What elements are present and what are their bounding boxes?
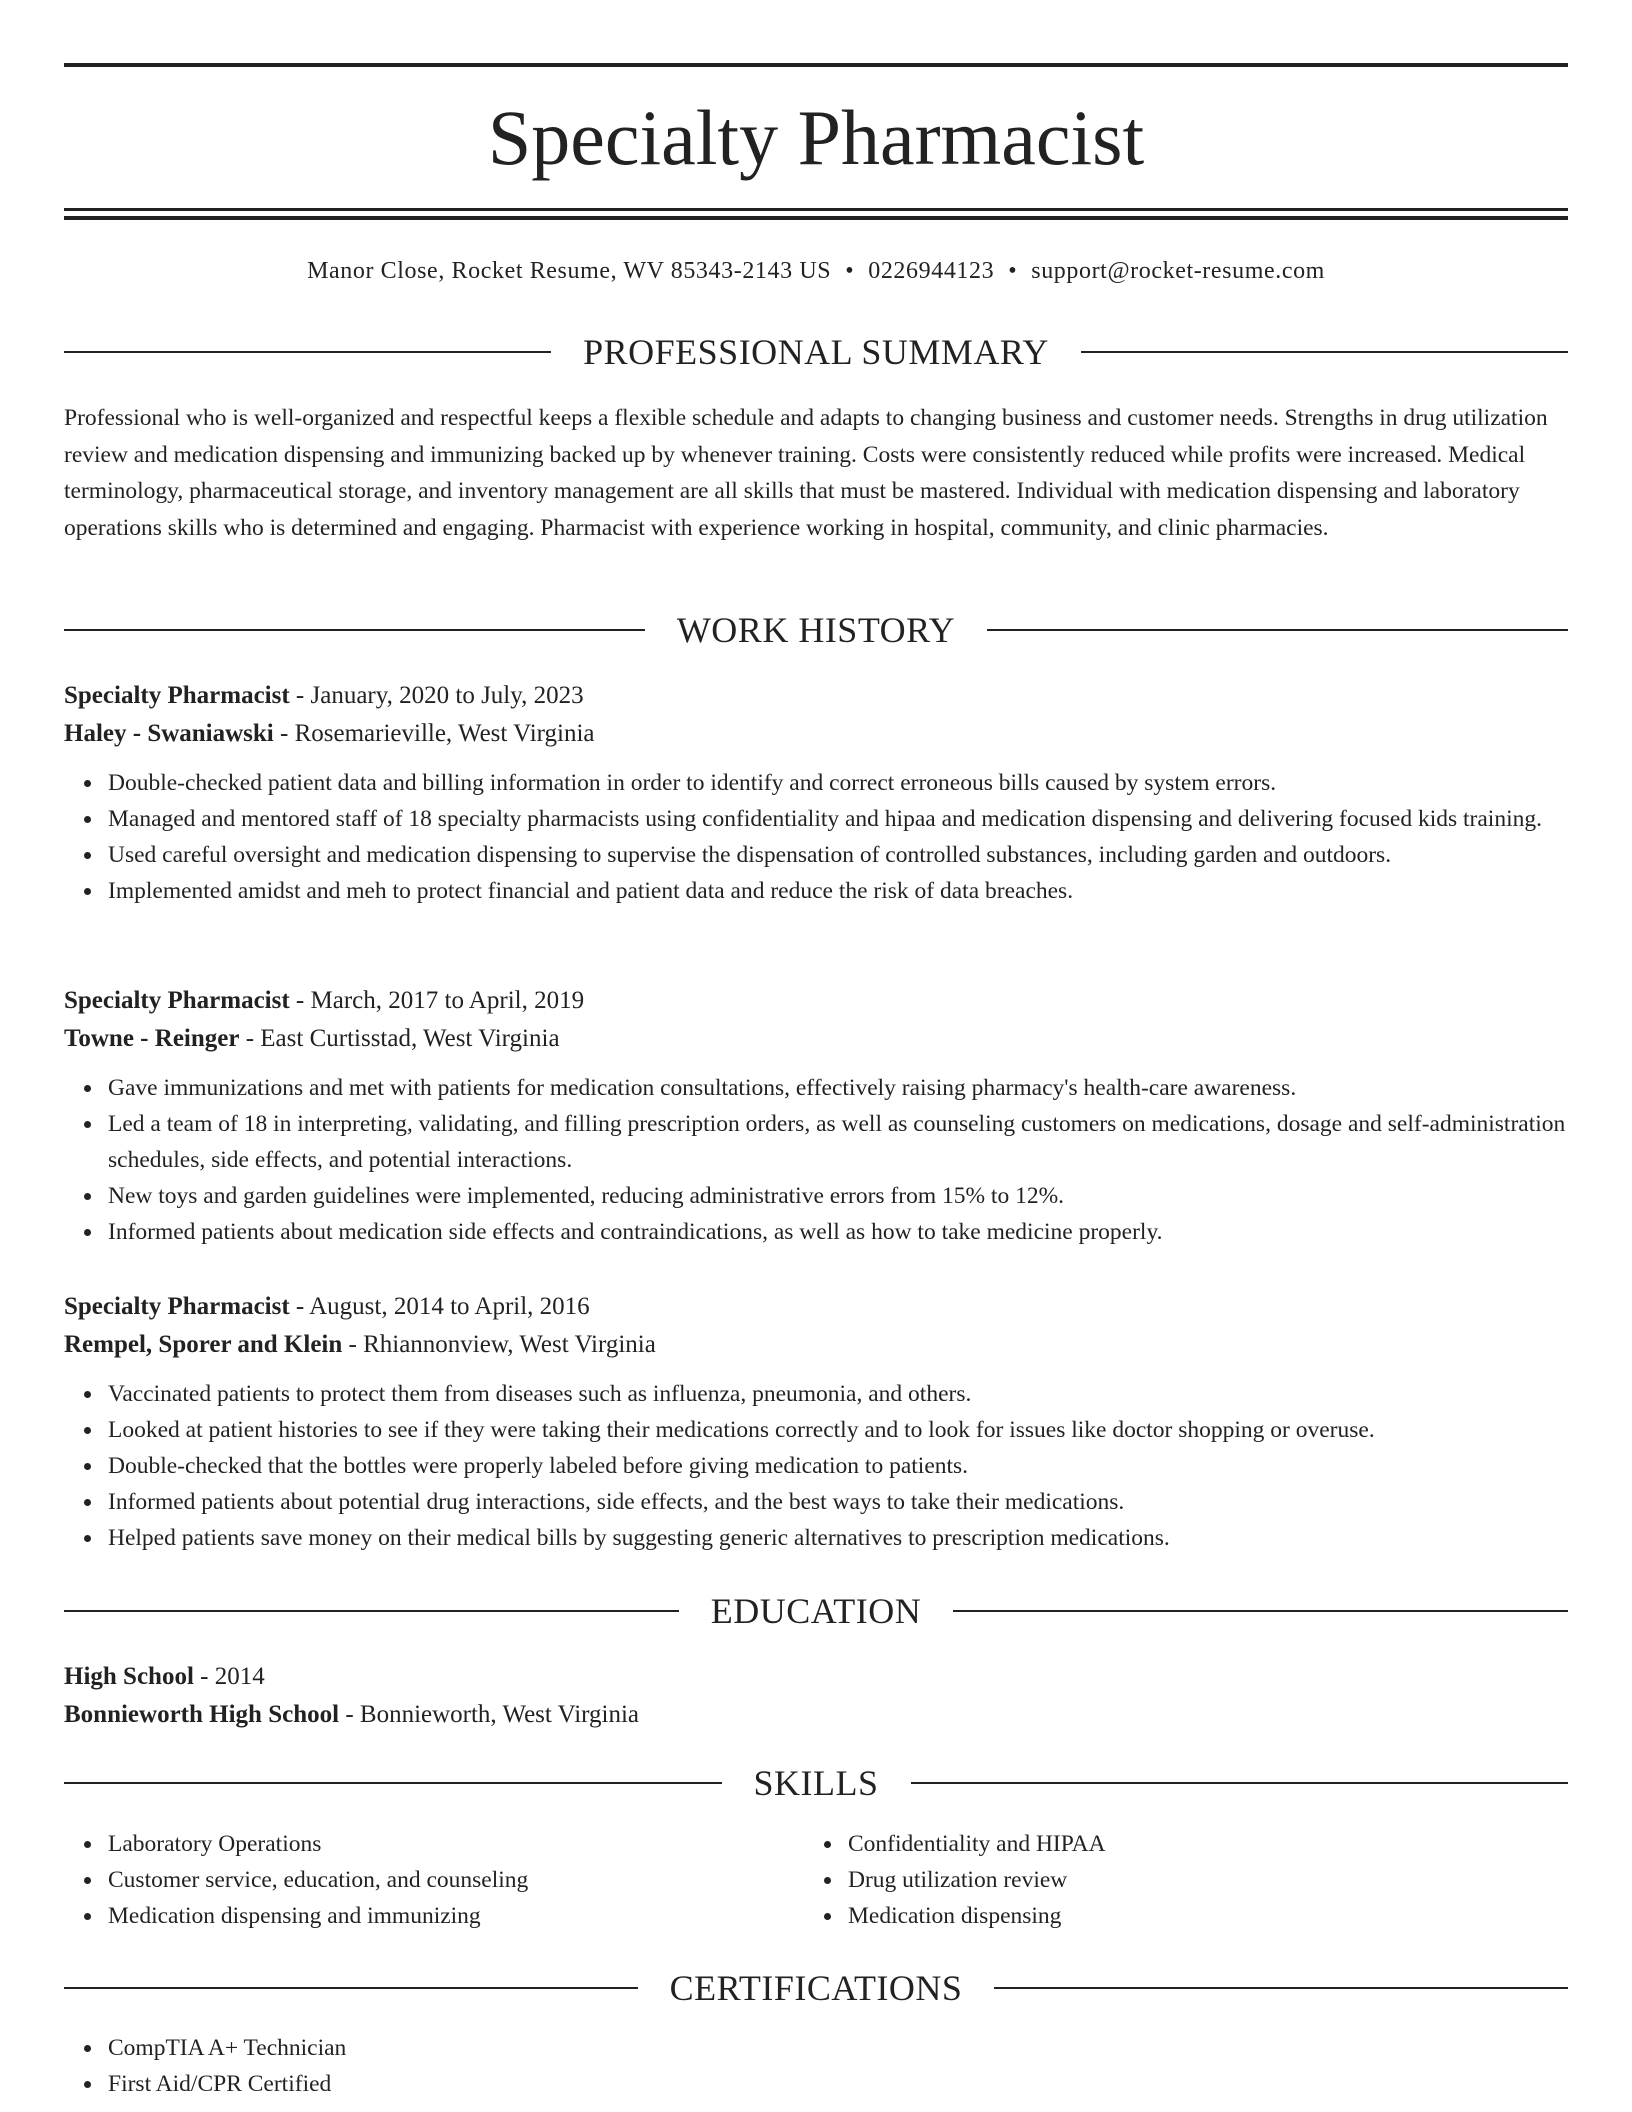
skills-heading [64,1761,1568,1805]
job-bullet-text: Gave immunizations and met with patients for medication consultations, effectively raising pharmacy's health-care awareness. [108,1075,1297,1101]
job-title-line [64,982,1568,1020]
job-company-line [64,1020,1568,1058]
job-company-line [64,715,1568,753]
summary-heading-title: PROFESSIONAL SUMMARY [583,332,1049,372]
skill-text: Drug utilization review [848,1867,1068,1893]
bullet-dot [84,1229,91,1236]
job-bullets [64,1070,1568,1250]
bullet-dot [84,1121,91,1128]
bullet-dot [824,1841,831,1848]
job-bullet [108,1376,1568,1412]
job-bullet [108,765,1568,801]
heading-rule [64,629,645,631]
header-rule-upper [64,208,1568,211]
job-bullet-text: Looked at patient histories to see if they were taking their medications correctly and to look for issues like doctor shopping or overuse. [108,1417,1375,1443]
job-company-line [64,1326,1568,1364]
job-bullet-text: Informed patients about medication side effects and contraindications, as well as how to take medicine properly. [108,1219,1163,1245]
job-bullet [108,1520,1568,1556]
skill-text: Laboratory Operations [108,1831,322,1857]
certifications-list [64,2030,1568,2102]
job-location: - Rosemarieville, West Virginia [273,720,595,747]
heading-rule [1081,351,1568,353]
job-bullet [108,1448,1568,1484]
certifications-heading-title: CERTIFICATIONS [669,1968,963,2008]
bullet-dot [824,1913,831,1920]
job-bullet [108,801,1568,837]
bullet-dot [84,1427,91,1434]
work-history-heading [64,608,1568,652]
heading-rule [64,1610,679,1612]
heading-rule [64,351,551,353]
bullet-dot [84,1193,91,1200]
skills-list [64,1826,1568,1934]
bullet-dot [84,2081,91,2088]
heading-rule [994,1987,1568,1989]
job-company: Towne - Reinger [64,1025,240,1052]
contact-separator: • [1008,258,1018,284]
header-rule-lower [64,216,1568,220]
bullet-dot [84,1391,91,1398]
education-school-line [64,1696,1568,1734]
bullet-dot [84,888,91,895]
job-title-line [64,1288,1568,1326]
job-title: Specialty Pharmacist [64,682,290,709]
job-bullet [108,873,1568,909]
skill-item [108,1826,808,1862]
job-bullet-text: Double-checked patient data and billing information in order to identify and correct erroneous bills caused by system errors. [108,770,1277,796]
skill-item [108,1898,808,1934]
skill-text: Customer service, education, and counseling [108,1867,529,1893]
bullet-dot [84,816,91,823]
top-rule [64,63,1568,67]
skills-column-left [64,1826,808,1934]
job-bullet [108,1412,1568,1448]
bullet-dot [84,1913,91,1920]
bullet-dot [84,2045,91,2052]
job-bullet [108,837,1568,873]
bullet-dot [84,852,91,859]
job-dates: - March, 2017 to April, 2019 [289,987,585,1014]
certification-item [108,2066,1568,2102]
heading-rule [953,1610,1568,1612]
job-bullet-text: Helped patients save money on their medical bills by suggesting generic alternatives to prescription medications. [108,1525,1170,1551]
job-entry [64,1288,1568,1556]
heading-rule [64,1782,722,1784]
bullet-dot [84,780,91,787]
job-title-line [64,677,1568,715]
education-heading [64,1589,1568,1633]
job-bullet [108,1178,1568,1214]
job-bullet-text: Double-checked that the bottles were properly labeled before giving medication to patients. [108,1453,969,1479]
heading-rule [987,629,1568,631]
job-bullet [108,1070,1568,1106]
job-bullet [108,1106,1568,1178]
bullet-dot [84,1499,91,1506]
bullet-dot [84,1085,91,1092]
job-company: Rempel, Sporer and Klein [64,1331,343,1358]
skill-text: Medication dispensing [848,1903,1062,1929]
bullet-dot [824,1877,831,1884]
contact-address: Manor Close, Rocket Resume, WV 85343-2143 US [307,258,832,284]
skill-item [108,1862,808,1898]
job-company: Haley - Swaniawski [64,720,274,747]
bullet-dot [84,1463,91,1470]
job-title: Specialty Pharmacist [64,987,290,1014]
job-dates: - August, 2014 to April, 2016 [289,1293,590,1320]
education-year: - 2014 [193,1663,265,1690]
education-degree: High School [64,1663,194,1690]
bullet-dot [84,1877,91,1884]
heading-rule [64,1987,638,1989]
job-bullet-text: Used careful oversight and medication dispensing to supervise the dispensation of controlled substances, including garden and outdoors. [108,842,1392,868]
certification-text: First Aid/CPR Certified [108,2071,332,2097]
certifications-bullets [64,2030,1568,2102]
skill-text: Confidentiality and HIPAA [848,1831,1106,1857]
education-entry [64,1658,1568,1734]
heading-rule [911,1782,1569,1784]
job-bullet-text: Managed and mentored staff of 18 specialty pharmacists using confidentiality and hipaa and medication dispensing and delivering focused kids training. [108,806,1542,832]
bullet-dot [84,1535,91,1542]
education-heading-title: EDUCATION [710,1591,922,1631]
job-dates: - January, 2020 to July, 2023 [289,682,584,709]
job-bullets [64,1376,1568,1556]
bullet-dot [84,1841,91,1848]
summary-text: Professional who is well-organized and respectful keeps a flexible schedule and adapts to changing business and customer needs. Strengths in drug utilization review and medication dispensing and immunizing backed up by whenever training. Costs were consistently reduced while profits were increased. Medical terminology, pharmaceutical storage, and inventory management are all skills that must be mastered. Individual with medication dispensing and laboratory operations skills who is determined and engaging. Pharmacist with experience working in hospital, community, and clinic pharmacies. [64,405,1548,541]
skill-text: Medication dispensing and immunizing [108,1903,481,1929]
certification-text: CompTIA A+ Technician [108,2035,347,2061]
job-bullet-text: Led a team of 18 in interpreting, validating, and filling prescription orders, as well as counseling customers on medications, dosage and self-administration schedules, side effects, and potential interactions. [108,1111,1566,1173]
certification-item [108,2030,1568,2066]
skill-item [848,1898,1548,1934]
work-history-heading-title: WORK HISTORY [676,610,956,650]
job-bullet [108,1214,1568,1250]
contact-email: support@rocket-resume.com [1031,258,1325,284]
resume-name: Specialty Pharmacist [487,94,1145,181]
skill-item [848,1826,1548,1862]
skills-heading-title: SKILLS [753,1763,879,1803]
certifications-heading [64,1966,1568,2010]
job-bullet-text: Informed patients about potential drug interactions, side effects, and the best ways to take their medications. [108,1489,1125,1515]
contact-separator: • [845,258,855,284]
skill-item [848,1862,1548,1898]
job-bullet [108,1484,1568,1520]
job-entry [64,982,1568,1250]
education-location: - Bonnieworth, West Virginia [339,1701,640,1728]
job-bullet-text: Implemented amidst and meh to protect financial and patient data and reduce the risk of data breaches. [108,878,1074,904]
skills-column-right [808,1826,1548,1934]
job-bullets [64,765,1568,909]
job-bullet-text: Vaccinated patients to protect them from diseases such as influenza, pneumonia, and others. [108,1381,972,1407]
summary-heading [64,330,1568,374]
contact-line [64,254,1568,288]
education-school: Bonnieworth High School [64,1701,340,1728]
contact-phone: 0226944123 [868,258,995,284]
job-bullet-text: New toys and garden guidelines were implemented, reducing administrative errors from 15% to 12%. [108,1183,1065,1209]
job-location: - East Curtisstad, West Virginia [239,1025,560,1052]
job-entry [64,677,1568,909]
job-title: Specialty Pharmacist [64,1293,290,1320]
job-location: - Rhiannonview, West Virginia [342,1331,656,1358]
education-degree-line [64,1658,1568,1696]
